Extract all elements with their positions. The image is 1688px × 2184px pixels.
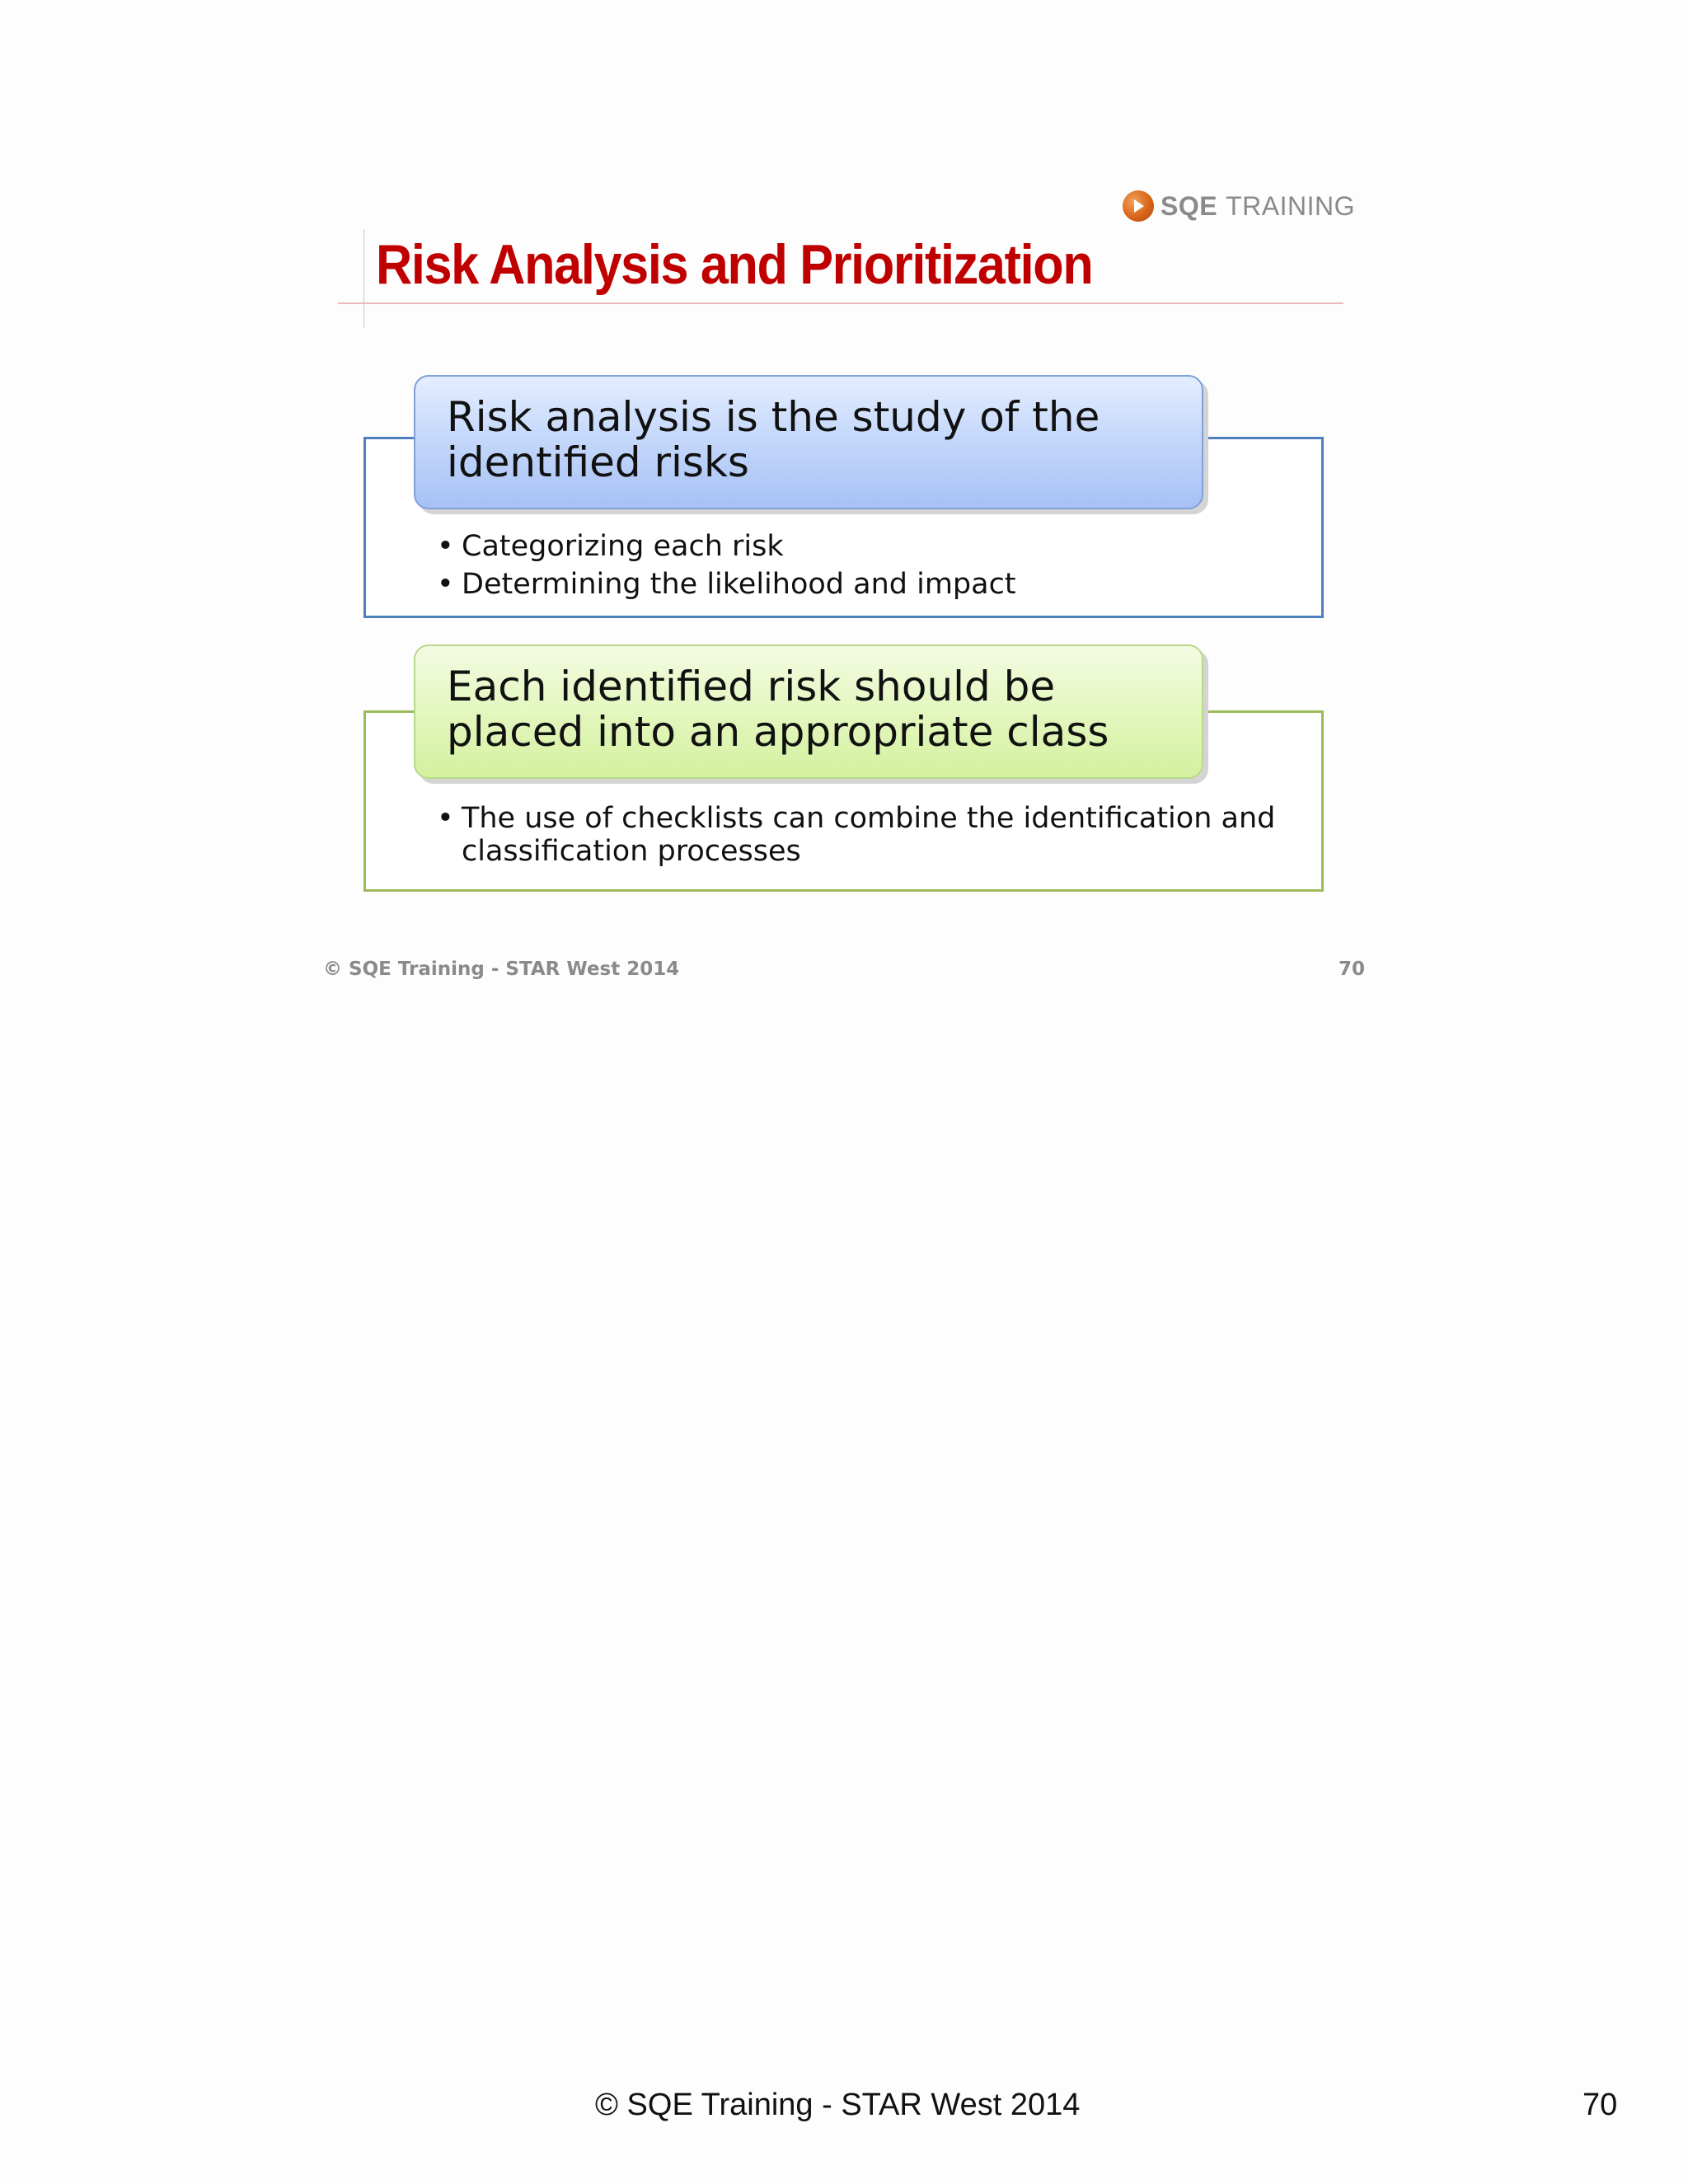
section-2-bullets xyxy=(437,802,1294,868)
logo-brand-bold: SQE xyxy=(1160,190,1218,221)
title-vertical-rule xyxy=(363,229,364,328)
bullet-item xyxy=(437,802,1294,868)
slide-title: Risk Analysis and Prioritization xyxy=(376,233,1093,296)
slide-footer-page-number: 70 xyxy=(1339,958,1366,980)
bullet-text: Categorizing each risk xyxy=(462,530,784,563)
section-2-header: Each identified risk should be placed into an appropriate class xyxy=(414,644,1203,779)
bullet-text: Determining the likelihood and impact xyxy=(462,568,1016,601)
slide-footer-copyright: © SQE Training - STAR West 2014 xyxy=(323,958,680,980)
page-footer-copyright: © SQE Training - STAR West 2014 xyxy=(595,2088,1081,2122)
bullet-dot-icon: • xyxy=(437,802,454,835)
page-footer-page-number: 70 xyxy=(1582,2088,1618,2122)
bullet-dot-icon: • xyxy=(437,530,454,563)
sqe-training-logo xyxy=(1123,188,1355,224)
section-1-header: Risk analysis is the study of the identified risks xyxy=(414,375,1203,509)
logo-brand-light: TRAINING xyxy=(1226,190,1355,221)
bullet-dot-icon: • xyxy=(437,568,454,601)
bullet-item xyxy=(437,565,1294,603)
play-circle-icon xyxy=(1123,190,1154,222)
bullet-text: The use of checklists can combine the identification and classification processes xyxy=(462,802,1276,868)
section-1-bullets xyxy=(437,527,1294,603)
bullet-item xyxy=(437,527,1294,565)
title-horizontal-rule xyxy=(338,302,1343,304)
